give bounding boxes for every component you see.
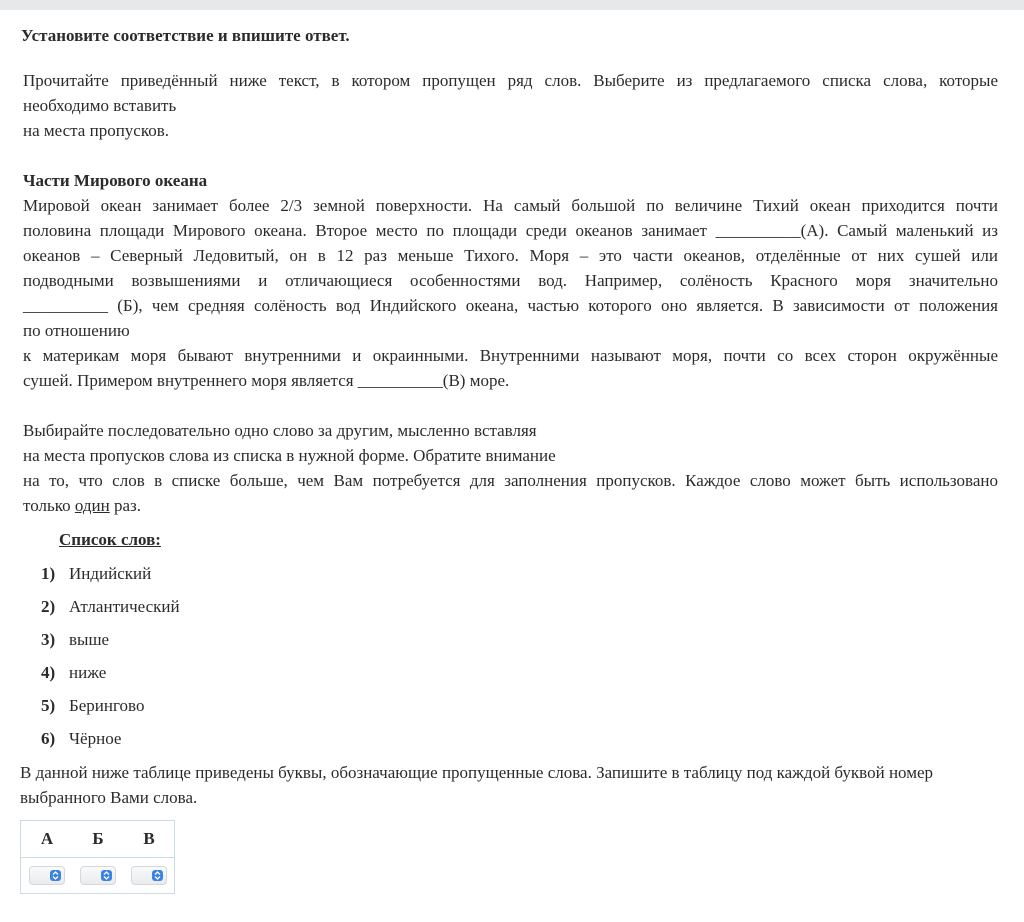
passage-line: по отношению	[23, 321, 130, 340]
word-number: 1)	[41, 564, 56, 583]
choose-line	[23, 493, 998, 518]
answer-table-header	[21, 821, 174, 858]
passage-line: половина площади Мирового океана. Второе место по площади среди океанов занимает __________(А). Самый маленький из	[23, 221, 998, 240]
word-text: Индийский	[69, 564, 152, 583]
choose-text: только	[23, 496, 75, 515]
word-list-item	[41, 595, 180, 628]
passage-line: Мировой океан занимает более 2/3 земной поверхности. На самый большой по величине Тихий океан приходится почти	[23, 196, 998, 215]
answer-row	[21, 858, 174, 893]
chevron-up-down-icon	[101, 870, 112, 881]
choose-line: Выбирайте последовательно одно слово за другим, мысленно вставляя	[23, 421, 537, 440]
choose-line: на места пропусков слова из списка в нужной форме. Обратите внимание	[23, 446, 556, 465]
answer-select-b[interactable]	[80, 866, 116, 885]
passage-title: Части Мирового океана	[23, 171, 208, 190]
word-number: 5)	[41, 696, 56, 715]
passage-line: к материкам моря бывают внутренними и окраинными. Внутренними называют моря, почти со всех сторон окружённые	[23, 346, 998, 365]
word-number: 6)	[41, 729, 56, 748]
answer-select-a[interactable]	[29, 866, 65, 885]
word-list	[41, 562, 180, 760]
column-header-b: Б	[92, 829, 104, 848]
passage-line: __________ (Б), чем средняя солёность вод Индийского океана, частью которого оно является. В зависимости от положения	[23, 296, 998, 315]
choose-paragraph	[23, 418, 998, 518]
word-list-item	[41, 727, 180, 760]
column-header-a: А	[40, 829, 54, 848]
word-list-title: Список слов:	[59, 530, 161, 549]
choose-text: раз.	[109, 496, 141, 515]
answer-select-v[interactable]	[131, 866, 167, 885]
word-list-item	[41, 628, 180, 661]
column-header-v: В	[143, 829, 155, 848]
intro-paragraph	[23, 68, 998, 143]
passage-body	[23, 193, 998, 393]
intro-line: на места пропусков.	[23, 121, 170, 140]
chevron-up-down-icon	[152, 870, 163, 881]
passage-line: подводными возвышениями и отличающиеся особенностями вод. Например, солёность Красного моря значительно	[23, 271, 998, 290]
intro-line: Прочитайте приведённый ниже текст, в котором пропущен ряд слов. Выберите из предлагаемого списка слова, которые	[23, 71, 998, 90]
emphasis-once: один	[74, 496, 110, 515]
choose-line: на то, что слов в списке больше, чем Вам потребуется для заполнения пропусков. Каждое слово может быть использовано	[23, 471, 998, 490]
task-instruction: Установите соответствие и впишите ответ.	[21, 26, 350, 45]
word-number: 3)	[41, 630, 56, 649]
word-list-item	[41, 661, 180, 694]
word-text: Атлантический	[69, 597, 180, 616]
answer-table	[20, 820, 175, 894]
passage-line: сушей. Примером внутреннего моря является __________(В) море.	[23, 371, 510, 390]
word-list-item	[41, 694, 180, 727]
table-instructions: В данной ниже таблице приведены буквы, обозначающие пропущенные слова. Запишите в таблицу под каждой буквой номер выбранного Вами слова.	[20, 763, 934, 807]
word-text: Берингово	[69, 696, 145, 715]
word-text: Чёрное	[69, 729, 122, 748]
intro-line: необходимо вставить	[23, 96, 177, 115]
word-list-item	[41, 562, 180, 595]
passage-line: океанов – Северный Ледовитый, он в 12 раз меньше Тихого. Моря – это части океанов, отделённые от них сушей или	[23, 246, 998, 265]
chevron-up-down-icon	[50, 870, 61, 881]
word-text: ниже	[69, 663, 107, 682]
word-number: 2)	[41, 597, 56, 616]
word-number: 4)	[41, 663, 56, 682]
word-text: выше	[69, 630, 110, 649]
